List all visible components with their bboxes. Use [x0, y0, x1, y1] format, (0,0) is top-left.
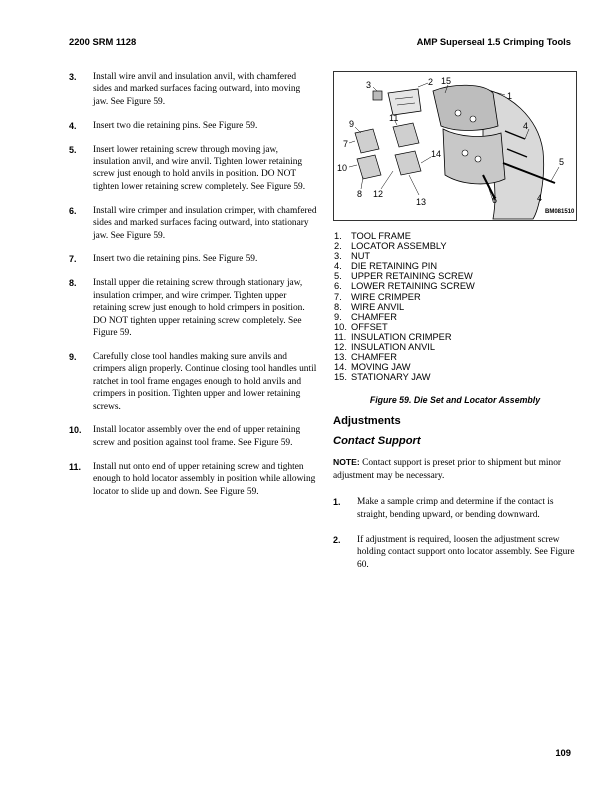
callout-4b: 4	[537, 193, 543, 203]
figure-legend	[334, 231, 577, 382]
legend-item: 12. INSULATION ANVIL	[334, 342, 436, 353]
figure-id-code: BM081510	[545, 209, 575, 215]
callout-8: 8	[357, 189, 363, 199]
callout-10: 10	[337, 163, 348, 173]
step-item: 5. Insert lower retaining screw through moving jaw, insulation anvil, and wire anvil. Tighten lower retaining screw just enough to hold anvils in position. DO NOT tighten lower retaining screw completely. See Figure 59.	[69, 144, 306, 192]
legend-item: 10. OFFSET	[334, 321, 388, 332]
legend-item: 15. STATIONARY JAW	[334, 372, 431, 383]
callout-4a: 4	[523, 121, 529, 131]
step-item: 3. Install wire anvil and insulation anvil, with chamfered sides and marked surfaces facing outward, into moving jaw. See Figure 59.	[69, 72, 301, 107]
legend-item: 3. NUT	[334, 251, 371, 262]
callout-7: 7	[343, 139, 349, 149]
legend-item: 5. UPPER RETAINING SCREW	[334, 271, 473, 282]
legend-item: 13. CHAMFER	[334, 352, 397, 363]
callout-13: 13	[416, 197, 427, 207]
legend-item: 9. CHAMFER	[334, 311, 397, 322]
header-section-title: AMP Superseal 1.5 Crimping Tools	[416, 36, 571, 47]
callout-3: 3	[366, 80, 372, 90]
left-column-steps	[69, 71, 317, 509]
callout-12: 12	[373, 189, 384, 199]
step-item: 11. Install nut onto end of upper retaining screw and tighten enough to hold locator assembly in position while allowing locator to slide up and down. See Figure 59.	[69, 461, 316, 497]
step-item: 6. Install wire crimper and insulation crimper, with chamfered sides and marked surfaces facing outward, into stationary jaw. See Figure 59.	[69, 205, 317, 241]
right-column	[333, 71, 577, 584]
callout-2: 2	[428, 77, 434, 87]
subsection-heading: Contact Support	[333, 435, 421, 448]
step-item: 10. Install locator assembly over the end of upper retaining screw and position against tool frame. See Figure 59.	[69, 425, 301, 448]
figure-caption: Figure 59. Die Set and Locator Assembly	[369, 395, 541, 406]
note-text: Contact support is preset prior to shipment but minor adjustment may be necessary.	[333, 458, 562, 481]
page-number: 109	[555, 747, 571, 758]
die-set-illustration	[333, 71, 577, 221]
section-heading: Adjustments	[333, 415, 401, 428]
step-item: 1. Make a sample crimp and determine if the contact is straight, bending upward, or bending downward.	[333, 497, 554, 520]
legend-item: 11. INSULATION CRIMPER	[334, 331, 452, 342]
legend-item: 7. WIRE CRIMPER	[334, 291, 421, 302]
callout-5: 5	[559, 157, 565, 167]
callout-6: 6	[492, 195, 498, 205]
legend-item: 14. MOVING JAW	[334, 362, 411, 373]
step-item: 2. If adjustment is required, loosen the adjustment screw holding contact support onto locator assembly. See Figure 60.	[333, 535, 575, 570]
callout-14: 14	[431, 149, 442, 159]
adjustment-steps	[333, 496, 577, 571]
step-item: 4. Insert two die retaining pins. See Figure 59.	[69, 120, 258, 131]
header-doc-id: 2200 SRM 1128	[69, 36, 137, 47]
note-block	[333, 456, 577, 482]
legend-item: 4. DIE RETAINING PIN	[334, 261, 438, 272]
legend-item: 1. TOOL FRAME	[334, 231, 411, 241]
callout-15: 15	[441, 76, 452, 86]
callout-11: 11	[389, 113, 399, 123]
legend-item: 8. WIRE ANVIL	[334, 301, 405, 312]
step-item: 9. Carefully close tool handles making sure anvils and crimpers align properly. Continue closing tool handles until ratchet in tool frame engages enough to hold anvils and crimpers in position. Tighten upper and lower retaining screws.	[69, 351, 317, 412]
step-item: 8. Install upper die retaining screw through stationary jaw, insulation crimper, and wire crimper. Tighten upper retaining screw just enough to hold crimpers in position. DO NOT tighten upper retaining screw completely. See Figure 59.	[69, 278, 305, 338]
callout-1: 1	[507, 91, 513, 101]
callout-9: 9	[349, 119, 355, 129]
legend-item: 2. LOCATOR ASSEMBLY	[334, 241, 447, 252]
die-set-figure	[333, 71, 577, 221]
note-label: NOTE:	[333, 457, 360, 468]
legend-item: 6. LOWER RETAINING SCREW	[334, 281, 475, 292]
step-item: 7. Insert two die retaining pins. See Figure 59.	[69, 254, 258, 265]
